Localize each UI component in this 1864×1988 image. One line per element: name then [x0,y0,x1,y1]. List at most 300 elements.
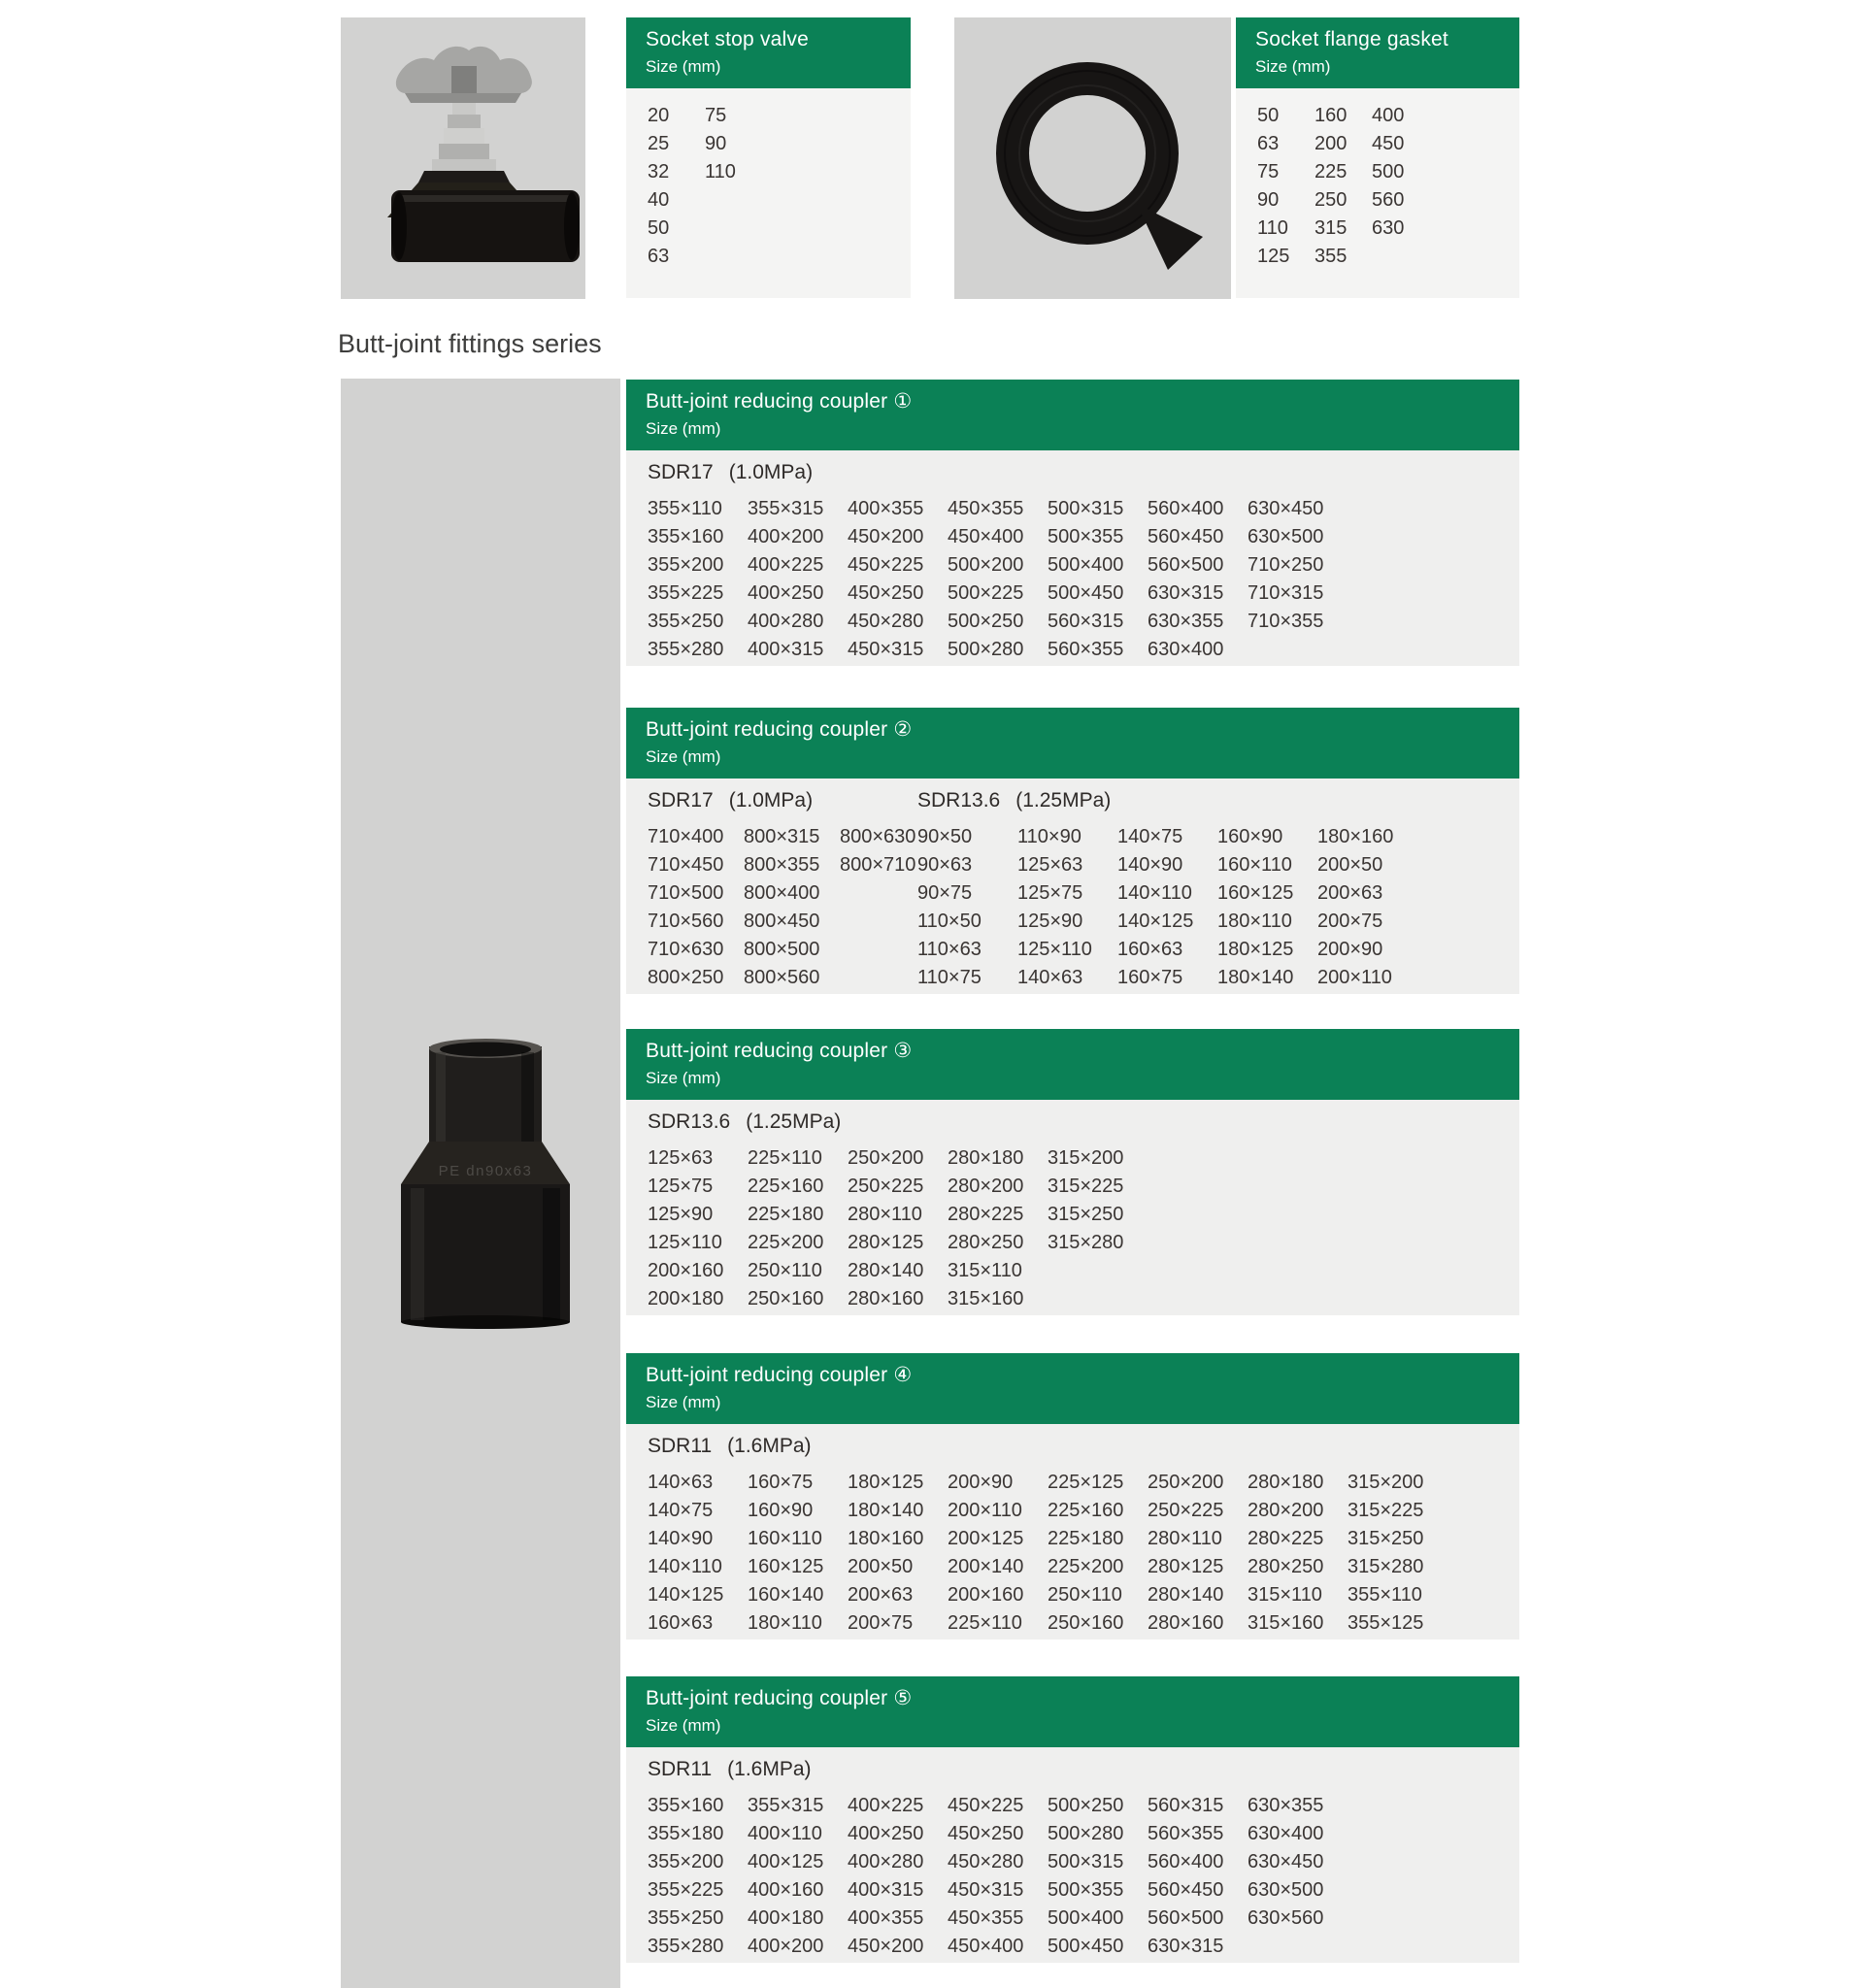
pressure-rating: (1.6MPa) [727,1758,812,1780]
sdr13-6-group [917,786,1395,992]
size-cell: 800×400 [744,882,820,904]
size-cell: 280×140 [848,1260,924,1281]
size-cell: 400×160 [748,1879,824,1901]
pressure-rating: (1.6MPa) [727,1435,812,1457]
size-column [1148,1469,1225,1638]
size-cell: 90×63 [917,854,973,876]
size-cell: 400×355 [848,1907,924,1929]
size-cell: 110×63 [917,939,982,960]
size-cell: 315×110 [948,1260,1022,1281]
size-cell: 160×140 [748,1584,824,1606]
size-cell: 560×355 [1048,639,1124,660]
size-cell: 710×560 [648,911,724,932]
socket-flange-gasket-title: Socket flange gasket [1255,28,1448,50]
size-cell: 280×140 [1148,1584,1224,1606]
size-cell: 280×160 [1148,1612,1224,1634]
size-cell: 800×710 [840,854,916,876]
size-cell: 140×90 [1117,854,1183,876]
size-cell: 315 [1315,217,1348,239]
size-cell: 250×160 [1048,1612,1124,1634]
size-cell: 200×140 [948,1556,1024,1577]
coupler-4-table [626,1353,1519,1640]
size-cell: 450×315 [948,1879,1024,1901]
size-cell: 110×50 [917,911,982,932]
size-cell: 225×180 [748,1204,824,1225]
size-cell: 630×450 [1248,1851,1324,1872]
size-cell: 500×280 [1048,1823,1124,1844]
size-cell: 50 [1257,105,1280,126]
size-cell: 160×90 [1217,826,1283,847]
size-cell: 800×500 [744,939,820,960]
socket-stop-valve-header [626,17,911,88]
size-cell: 450×400 [948,1936,1024,1957]
size-cell: 560×450 [1148,526,1224,547]
size-cell: 160×75 [1117,967,1183,988]
size-cell: 355×160 [648,1795,724,1816]
size-cell: 355×315 [748,498,824,519]
coupler-4-sizes [626,1424,1519,1640]
size-cell: 180×110 [748,1612,822,1634]
size-cell: 355×110 [648,498,722,519]
coupler-1-sizes [626,450,1519,666]
size-unit-label: Size (mm) [646,57,721,76]
size-cell: 450×225 [948,1795,1024,1816]
size-column [848,1469,925,1638]
size-cell: 125×110 [648,1232,722,1253]
size-cell: 450×400 [948,526,1024,547]
size-cell: 710×315 [1248,582,1324,604]
size-cell: 160×63 [648,1612,714,1634]
coupler-2-table [626,708,1519,994]
size-cell: 355×180 [648,1823,724,1844]
size-cell: 710×500 [648,882,724,904]
size-cell: 200 [1315,133,1348,154]
size-cell: 280×180 [948,1147,1024,1169]
size-cell: 180×160 [1317,826,1394,847]
size-cell: 355×225 [648,1879,724,1901]
size-cell: 630×355 [1148,611,1224,632]
size-cell: 500×450 [1048,1936,1124,1957]
size-cell: 355 [1315,246,1348,267]
size-cell: 225 [1315,161,1348,182]
size-cell: 315×250 [1048,1204,1124,1225]
size-column [705,102,740,271]
size-cell: 125 [1257,246,1290,267]
sdr-rating-label [648,1432,1519,1461]
size-cell: 800×315 [744,826,820,847]
size-cell: 125×75 [648,1176,714,1197]
size-cell: 630×400 [1248,1823,1324,1844]
size-column [1048,1469,1125,1638]
sdr-code: SDR11 [648,1758,713,1780]
pressure-rating: (1.0MPa) [728,789,814,812]
size-cell: 500×355 [1048,1879,1124,1901]
size-cell: 315×225 [1048,1176,1124,1197]
size-cell: 560×450 [1148,1879,1224,1901]
size-column [848,1144,925,1313]
size-cell: 630 [1372,217,1405,239]
size-cell: 400 [1372,105,1405,126]
size-column [1257,102,1292,271]
size-cell: 500×250 [948,611,1024,632]
size-cell: 560×400 [1148,1851,1224,1872]
size-cell: 160×90 [748,1500,814,1521]
size-cell: 280×250 [1248,1556,1324,1577]
coupler-2-title: Butt-joint reducing coupler ② [646,718,913,741]
coupler-5-title: Butt-joint reducing coupler ⑤ [646,1687,913,1709]
size-cell: 500×225 [948,582,1024,604]
sdr-code: SDR17 [648,461,714,483]
socket-stop-valve-table [626,17,911,298]
size-cell: 500×450 [1048,582,1124,604]
size-cell: 250 [1315,189,1348,211]
size-unit-label: Size (mm) [646,1069,721,1087]
size-cell: 280×110 [1148,1528,1222,1549]
size-cell: 400×110 [748,1823,822,1844]
size-cell: 250×110 [748,1260,822,1281]
size-cell: 40 [648,189,670,211]
size-cell: 500×355 [1048,526,1124,547]
size-cell: 630×355 [1248,1795,1324,1816]
coupler-5-table [626,1676,1519,1963]
size-cell: 225×160 [748,1176,824,1197]
size-cell: 140×125 [1117,911,1194,932]
size-cell: 160×110 [1217,854,1292,876]
size-cell: 200×75 [1317,911,1383,932]
size-cell: 450×355 [948,1907,1024,1929]
size-cell: 200×50 [1317,854,1383,876]
size-column [648,1144,725,1313]
size-cell: 355×250 [648,611,724,632]
size-cell: 32 [648,161,670,182]
size-cell: 400×200 [748,526,824,547]
size-cell: 450×250 [948,1823,1024,1844]
size-column [648,102,682,271]
size-cell: 180×125 [848,1472,924,1493]
size-cell: 63 [1257,133,1280,154]
size-cell: 140×110 [648,1556,722,1577]
size-column [1048,1144,1125,1313]
size-column [1248,1469,1325,1638]
size-cell: 315×160 [948,1288,1024,1309]
size-cell: 280×125 [1148,1556,1224,1577]
size-column [840,823,917,992]
size-cell: 200×180 [648,1288,724,1309]
size-cell: 450×315 [848,639,924,660]
socket-flange-gasket-table [1236,17,1519,298]
coupler-5-sizes [626,1747,1519,1963]
size-cell: 630×560 [1248,1907,1324,1929]
coupler-1-title: Butt-joint reducing coupler ① [646,390,913,413]
size-cell: 450×250 [848,582,924,604]
size-cell: 560×315 [1148,1795,1224,1816]
size-cell: 560×315 [1048,611,1124,632]
size-cell: 125×110 [1017,939,1092,960]
size-cell: 800×355 [744,854,820,876]
size-cell: 315×200 [1048,1147,1124,1169]
size-cell: 630×315 [1148,582,1224,604]
size-cell: 125×75 [1017,882,1083,904]
size-cell: 355×200 [648,554,724,576]
size-cell: 75 [705,105,727,126]
size-cell: 315×280 [1348,1556,1424,1577]
size-cell: 400×180 [748,1907,824,1929]
size-column [748,1792,825,1961]
size-cell: 140×63 [648,1472,714,1493]
size-cell: 250×200 [848,1147,924,1169]
size-cell: 280×225 [948,1204,1024,1225]
size-cell: 500×315 [1048,498,1124,519]
size-cell: 450×280 [848,611,924,632]
size-cell: 400×200 [748,1936,824,1957]
size-cell: 160 [1315,105,1348,126]
size-cell: 560 [1372,189,1405,211]
size-cell: 200×75 [848,1612,914,1634]
size-cell: 200×63 [1317,882,1383,904]
pressure-rating: (1.0MPa) [728,461,814,483]
size-unit-label: Size (mm) [646,747,721,766]
size-cell: 500×250 [1048,1795,1124,1816]
size-cell: 315×280 [1048,1232,1124,1253]
size-cell: 710×450 [648,854,724,876]
size-cell: 63 [648,246,670,267]
coupler-4-title: Butt-joint reducing coupler ④ [646,1364,913,1386]
size-cell: 280×200 [948,1176,1024,1197]
size-column [1117,823,1195,992]
size-cell: 355×125 [1348,1612,1424,1634]
butt-joint-photo-panel [341,379,620,1988]
size-cell: 225×200 [748,1232,824,1253]
size-cell: 315×225 [1348,1500,1424,1521]
size-column [848,1792,925,1961]
size-column [848,495,925,664]
coupler-3-title: Butt-joint reducing coupler ③ [646,1040,913,1062]
size-column [1348,1469,1425,1638]
sdr-code: SDR13.6 [917,789,1001,812]
socket-stop-valve-sizes [626,88,911,298]
size-column [1048,1792,1125,1961]
size-cell: 140×75 [1117,826,1183,847]
size-cell: 90×75 [917,882,973,904]
size-cell: 355×110 [1348,1584,1422,1606]
size-cell: 140×90 [648,1528,714,1549]
size-cell: 110×75 [917,967,982,988]
size-cell: 400×125 [748,1851,824,1872]
size-cell: 225×180 [1048,1528,1124,1549]
size-cell: 90 [705,133,727,154]
socket-stop-valve-photo [341,17,585,299]
size-column [948,495,1025,664]
coupler-3-table [626,1029,1519,1315]
size-cell: 180×125 [1217,939,1294,960]
size-cell: 355×200 [648,1851,724,1872]
size-cell: 450×200 [848,1936,924,1957]
size-cell: 280×180 [1248,1472,1324,1493]
size-cell: 400×250 [748,582,824,604]
size-cell: 500×280 [948,639,1024,660]
size-cell: 280×200 [1248,1500,1324,1521]
size-column [648,1469,725,1638]
size-cell: 200×160 [648,1260,724,1281]
size-cell: 630×500 [1248,1879,1324,1901]
size-cell: 400×355 [848,498,924,519]
size-cell: 315×200 [1348,1472,1424,1493]
size-cell: 630×450 [1248,498,1324,519]
socket-flange-gasket-header [1236,17,1519,88]
size-cell: 500×400 [1048,554,1124,576]
size-column [648,823,725,992]
coupler-2-header [626,708,1519,779]
size-cell: 710×250 [1248,554,1324,576]
size-column [1315,102,1349,271]
flange-gasket-illustration [954,17,1231,299]
size-cell: 355×160 [648,526,724,547]
size-cell: 250×225 [1148,1500,1224,1521]
size-unit-label: Size (mm) [1255,57,1331,76]
size-cell: 110 [1257,217,1288,239]
size-cell: 450×355 [948,498,1024,519]
size-cell: 125×63 [648,1147,714,1169]
size-cell: 400×315 [748,639,824,660]
size-cell: 560×500 [1148,554,1224,576]
size-cell: 355×250 [648,1907,724,1929]
size-column [1317,823,1395,992]
size-cell: 400×280 [848,1851,924,1872]
size-column [1248,1792,1325,1961]
coupler-5-header [626,1676,1519,1747]
size-cell: 315×160 [1248,1612,1324,1634]
coupler-3-header [626,1029,1519,1100]
size-cell: 75 [1257,161,1280,182]
size-cell: 450×280 [948,1851,1024,1872]
size-cell: 250×225 [848,1176,924,1197]
size-column [648,1792,725,1961]
size-cell: 200×50 [848,1556,914,1577]
size-cell: 500×200 [948,554,1024,576]
size-column [948,1469,1025,1638]
size-cell: 280×225 [1248,1528,1324,1549]
size-cell: 180×110 [1217,911,1292,932]
size-cell: 225×110 [748,1147,822,1169]
socket-flange-gasket-sizes [1236,88,1519,298]
size-cell: 225×160 [1048,1500,1124,1521]
size-cell: 710×400 [648,826,724,847]
size-column [1248,495,1325,664]
pressure-rating: (1.25MPa) [1015,789,1112,812]
size-cell: 160×75 [748,1472,814,1493]
size-column [1148,495,1225,664]
size-column [1217,823,1295,992]
size-cell: 125×90 [648,1204,714,1225]
sdr-code: SDR13.6 [648,1110,731,1133]
size-cell: 280×110 [848,1204,922,1225]
sdr-rating-label [648,1108,1519,1137]
size-cell: 450×200 [848,526,924,547]
size-cell: 180×140 [848,1500,924,1521]
coupler-4-header [626,1353,1519,1424]
size-cell: 90 [1257,189,1280,211]
sdr-rating-label [648,458,1519,487]
size-column [948,1792,1025,1961]
size-column [1017,823,1095,992]
size-cell: 160×125 [1217,882,1294,904]
size-cell: 250×110 [1048,1584,1122,1606]
size-cell: 800×450 [744,911,820,932]
size-cell: 200×125 [948,1528,1024,1549]
coupler-1-header [626,380,1519,450]
size-cell: 200×160 [948,1584,1024,1606]
size-cell: 140×125 [648,1584,724,1606]
size-cell: 160×125 [748,1556,824,1577]
size-cell: 140×110 [1117,882,1192,904]
size-column [744,823,821,992]
size-cell: 140×75 [648,1500,714,1521]
size-cell: 280×125 [848,1232,924,1253]
size-cell: 110 [705,161,736,182]
size-unit-label: Size (mm) [646,419,721,438]
socket-flange-gasket-photo [954,17,1231,299]
size-cell: 400×225 [848,1795,924,1816]
size-cell: 450×225 [848,554,924,576]
size-cell: 315×250 [1348,1528,1424,1549]
size-cell: 180×160 [848,1528,924,1549]
size-cell: 710×630 [648,939,724,960]
coupler-1-table [626,380,1519,666]
size-cell: 800×250 [648,967,724,988]
size-column [648,495,725,664]
size-cell: 225×110 [948,1612,1022,1634]
size-cell: 200×90 [1317,939,1383,960]
size-cell: 20 [648,105,670,126]
size-cell: 500×400 [1048,1907,1124,1929]
size-cell: 200×110 [1317,967,1392,988]
size-cell: 140×63 [1017,967,1083,988]
size-cell: 50 [648,217,670,239]
sdr-code: SDR11 [648,1435,713,1457]
size-unit-label: Size (mm) [646,1716,721,1735]
socket-stop-valve-title: Socket stop valve [646,28,809,50]
size-column [948,1144,1025,1313]
sdr-code: SDR17 [648,789,714,812]
size-cell: 90×50 [917,826,973,847]
size-cell: 500×315 [1048,1851,1124,1872]
size-cell: 180×140 [1217,967,1294,988]
size-cell: 25 [648,133,670,154]
size-cell: 200×110 [948,1500,1022,1521]
size-cell: 630×400 [1148,639,1224,660]
pressure-rating: (1.25MPa) [746,1110,842,1133]
sdr-rating-label [648,786,917,815]
size-cell: 355×315 [748,1795,824,1816]
size-column [748,1469,825,1638]
size-cell: 400×315 [848,1879,924,1901]
size-cell: 800×560 [744,967,820,988]
size-cell: 160×110 [748,1528,822,1549]
size-cell: 400×225 [748,554,824,576]
size-cell: 225×200 [1048,1556,1124,1577]
coupler-marking: PE dn90x63 [438,1163,533,1179]
size-cell: 200×63 [848,1584,914,1606]
coupler-2-sizes [626,779,1519,994]
coupler-3-sizes [626,1100,1519,1315]
section-heading: Butt-joint fittings series [338,329,602,358]
sdr-rating-label [648,1755,1519,1784]
size-cell: 630×315 [1148,1936,1224,1957]
sdr17-group [648,786,917,992]
size-cell: 400×280 [748,611,824,632]
size-cell: 630×500 [1248,526,1324,547]
size-cell: 160×63 [1117,939,1183,960]
